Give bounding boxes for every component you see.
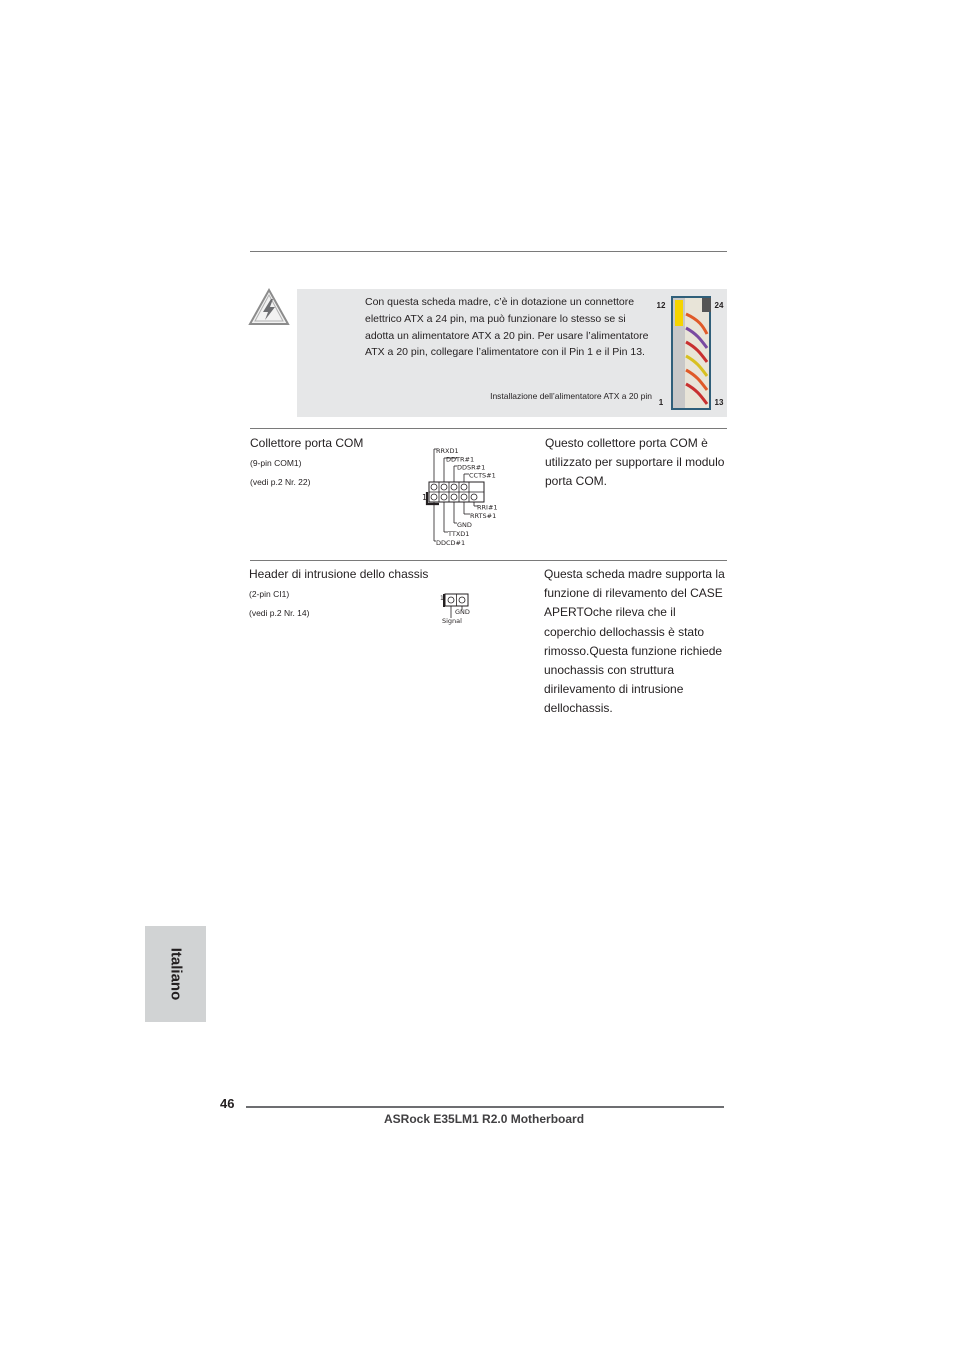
chassis-header-description: Questa scheda madre supporta la funzione di rilevamento del CASE APERTOche rileva che il coperchio dellochassis è stato rimosso.Questa funzione richiede unochassis con struttura dirilevamento di intrusione dellochassis. [544,567,725,716]
top-rule [250,251,727,252]
com-signal-ccts1: CCTS#1 [469,471,496,480]
com-header-title: Collettore porta COM [250,436,364,450]
pin-label-13: 13 [714,398,724,407]
com-header-diagram [420,445,510,549]
ci-signal-gnd: GND [455,608,470,616]
pin-label-1: 1 [658,398,664,407]
language-tab [145,926,206,1022]
footer-title: ASRock E35LM1 R2.0 Motherboard [384,1112,585,1126]
com-signal-rrts1: RRTS#1 [470,512,497,520]
page-number: 46 [220,1096,235,1111]
pin-label-12: 12 [656,301,666,310]
atx-connector-photo [655,294,727,412]
ci-signal-signal: Signal [442,617,462,625]
com-header-pins: (9-pin COM1) [250,458,302,468]
footer-rule [246,1106,724,1108]
com-signal-gnd: GND [457,521,472,529]
chassis-header-ref: (vedi p.2 Nr. 14) [249,608,310,618]
com-signal-ddsr1: DDSR#1 [457,463,486,472]
note-caption: Installazione dell’alimentatore ATX a 20 pin [490,391,652,401]
section-rule [250,428,727,429]
warning-icon [248,287,290,327]
chassis-header-title: Header di intrusione dello chassis [249,567,429,581]
com-signal-ttxd1: TTXD1 [448,530,470,538]
com-signal-ddcd1: DDCD#1 [436,539,466,547]
com-signal-rrxd1: RRXD1 [436,447,459,455]
language-tab-label: Italiano [167,947,184,1001]
ci-pin-one: 1 [440,595,444,602]
com-header-ref: (vedi p.2 Nr. 22) [250,477,311,487]
chassis-header-diagram [436,590,476,626]
section-rule-2 [250,560,727,561]
com-signal-ddtr1: DDTR#1 [446,455,475,464]
chassis-header-pins: (2-pin CI1) [249,589,290,599]
com-signal-rri1: RRI#1 [477,503,498,512]
pin-label-24: 24 [714,301,724,310]
com-header-description: Questo collettore porta COM è utilizzato per supportare il modulo porta COM. [545,436,725,489]
com-pin-one: 1 [422,493,428,502]
note-text: Con questa scheda madre, c’è in dotazione un connettore elettrico ATX a 24 pin, ma può funzionare lo stesso se si adotta un alimentatore ATX a 20 pin. Per usare l’alimentatore ATX a 20 pin, collegare l’alimentatore con il Pin 1 e il Pin 13. [365,296,649,359]
